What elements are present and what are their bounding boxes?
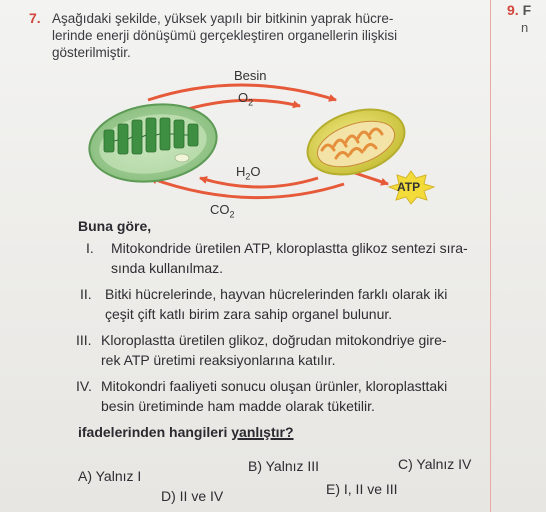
- label-atp: ATP: [397, 180, 421, 194]
- mitochondrion: [299, 98, 413, 186]
- statement-number: II.: [80, 286, 92, 302]
- next-question-letter: F: [522, 2, 532, 18]
- buna-gore: Buna göre,: [78, 218, 152, 234]
- statement-line: rek ATP üretimi reaksiyonlarına katılır.: [101, 352, 336, 368]
- chloroplast: [84, 96, 221, 189]
- question-prompt: ifadelerinden hangileri yanlıştır?: [78, 424, 294, 440]
- option-c[interactable]: C) Yalnız IV: [398, 456, 472, 472]
- statement-line: Kloroplastta üretilen glikoz, doğrudan mitokondriye gire-: [101, 332, 447, 348]
- question-number: 7.: [29, 10, 41, 26]
- stem-line: lerinde enerji dönüşümü gerçekleştiren organellerin ilişkisi: [52, 28, 398, 43]
- stem-line: gösterilmiştir.: [52, 45, 131, 60]
- statement-line: çeşit çift katlı birim zara sahip organel bulunur.: [105, 306, 393, 322]
- statement-line: Mitokondride üretilen ATP, kloroplastta glikoz sentezi sıra-: [111, 240, 468, 256]
- next-question-number: 9.: [507, 2, 519, 18]
- option-d[interactable]: D) II ve IV: [161, 488, 224, 504]
- statement-line: besin üretiminde ham madde olarak tüketilir.: [101, 398, 375, 414]
- stem-line: Aşağıdaki şekilde, yüksek yapılı bir bitkinin yaprak hücre-: [52, 11, 394, 26]
- underlined-keyword: yanlıştır?: [231, 424, 294, 440]
- option-e[interactable]: E) I, II ve III: [326, 481, 398, 497]
- statement-number: I.: [86, 240, 94, 256]
- option-a[interactable]: A) Yalnız I: [78, 468, 142, 484]
- label-co2: $CO_2$: [210, 202, 235, 220]
- statement-line: Mitokondri faaliyeti sonucu oluşan ürünler, kloroplasttaki: [101, 378, 448, 394]
- next-question-text-fragment: n: [521, 20, 529, 35]
- statement-line: sında kullanılmaz.: [111, 260, 224, 276]
- statement-line: Bitki hücrelerinde, hayvan hücrelerinden farklı olarak iki: [105, 286, 448, 302]
- statement-number: IV.: [76, 378, 92, 394]
- label-o2: $O_2$: [238, 90, 254, 108]
- label-besin: Besin: [234, 68, 267, 83]
- statement-number: III.: [76, 332, 92, 348]
- option-b[interactable]: B) Yalnız III: [248, 458, 320, 474]
- label-h2o: $H_2O$: [236, 164, 261, 182]
